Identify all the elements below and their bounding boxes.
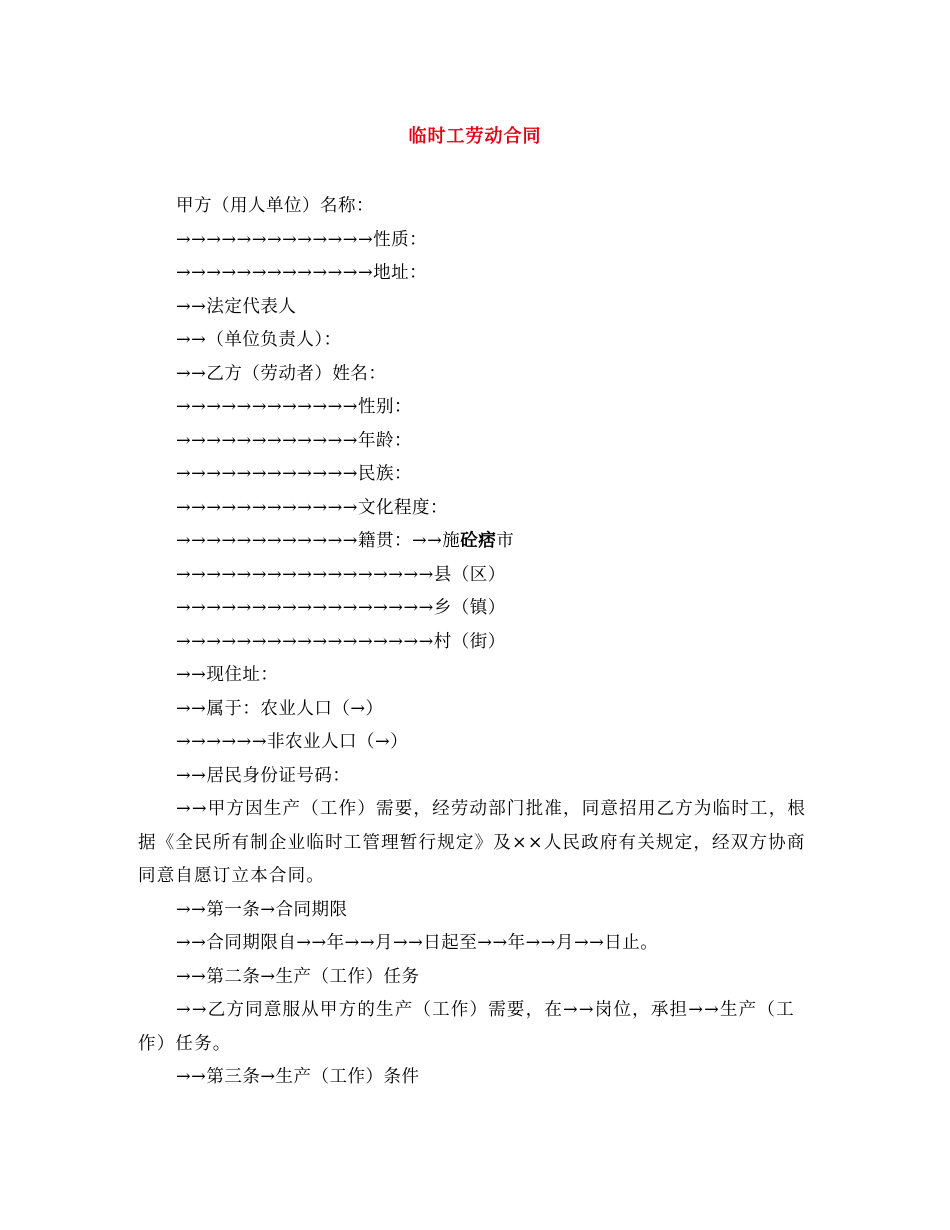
- text-line: →→合同期限自→→年→→月→→日起至→→年→→月→→日止。: [176, 933, 659, 953]
- text-line: →→（单位负责人）：: [176, 330, 342, 350]
- paragraph-line: 据《全民所有制企业临时工管理暂行规定》及××人民政府有关规定，经双方协商: [138, 832, 806, 853]
- text-line: 甲方（用人单位）名称：: [176, 196, 374, 216]
- text-line: →→居民身份证号码：: [176, 765, 351, 786]
- text-line: →→第一条→合同期限: [176, 899, 348, 920]
- native-place-suffix: 市: [496, 531, 515, 551]
- text-line: →→→→→→→→→→→→→→→→→县（区）: [176, 564, 506, 585]
- text-line: →→→→→→非农业人口（→）: [176, 732, 409, 752]
- text-line: →→→→→→→→→→→→→地址：: [176, 263, 428, 283]
- paragraph-line: →→甲方因生产（工作）需要，经劳动部门批准，同意招用乙方为临时工，根: [176, 799, 807, 819]
- text-line: →→→→→→→→→→→→文化程度：: [176, 497, 448, 518]
- text-line: →→→→→→→→→→→→→性质：: [176, 229, 428, 250]
- text-line: →→→→→→→→→→→→性别：: [176, 397, 412, 417]
- native-place-bold: 砼痞: [460, 531, 497, 551]
- text-line: →→第二条→生产（工作）任务: [176, 966, 420, 987]
- text-line: →→→→→→→→→→→→→→→→→乡（镇）: [176, 598, 506, 618]
- paragraph-line: →→乙方同意服从甲方的生产（工作）需要，在→→岗位，承担→→生产（工: [176, 1000, 795, 1020]
- text-line: →→第三条→生产（工作）条件: [176, 1067, 420, 1087]
- text-line: →→现住址：: [176, 665, 279, 685]
- paragraph-preamble: [138, 793, 816, 894]
- paragraph-task: [138, 994, 816, 1061]
- document-title: 临时工劳动合同: [408, 126, 542, 147]
- text-line: →→→→→→→→→→→→年龄：: [176, 430, 412, 451]
- native-place-line: [176, 525, 816, 559]
- text-line: →→→→→→→→→→→→→→→→→村（街）: [176, 631, 506, 652]
- paragraph-line: 作）任务。: [138, 1033, 232, 1054]
- paragraph-line: 同意自愿订立本合同。: [138, 866, 325, 886]
- text-line: →→属于：农业人口（→）: [176, 698, 384, 719]
- native-place-prefix: →→→→→→→→→→→→籍贯：→→施: [176, 531, 461, 551]
- text-line: →→法定代表人: [176, 296, 297, 317]
- document-body: [138, 190, 816, 1095]
- text-line: →→乙方（劳动者）姓名：: [176, 363, 387, 384]
- text-line: →→→→→→→→→→→→民族：: [176, 464, 412, 484]
